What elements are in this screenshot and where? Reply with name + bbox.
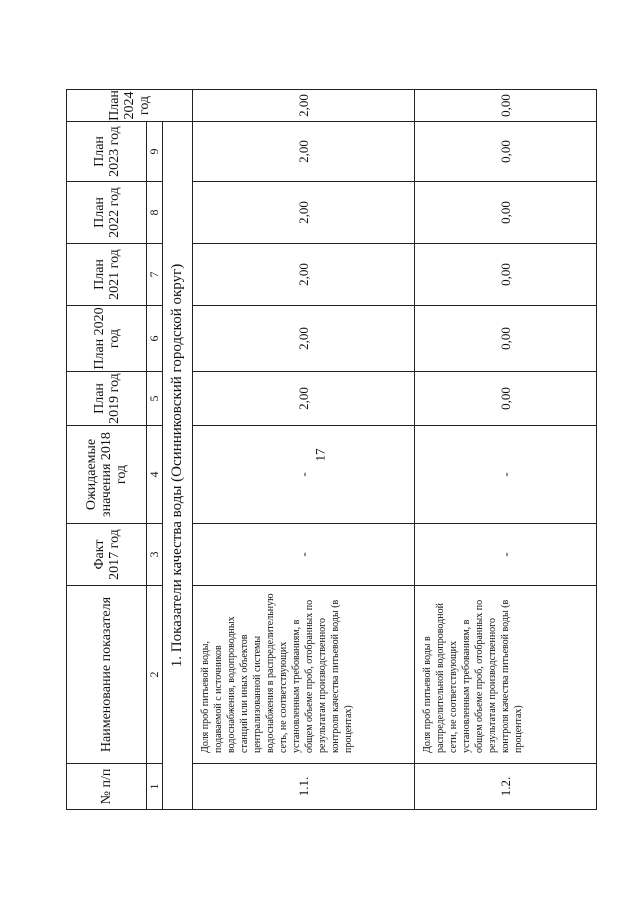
plan-2020-value: 0,00 <box>415 306 597 372</box>
header-plan-2022: План 2022 год <box>67 182 147 244</box>
indicators-table <box>66 89 597 810</box>
row-number: 1.1. <box>193 764 415 810</box>
section-title: 1. Показатели качества воды (Осинниковский городской округ) <box>163 122 193 810</box>
column-number: 4 <box>147 426 163 524</box>
column-number: 5 <box>147 372 163 426</box>
indicator-name: Доля проб питьевой воды, подаваемой с источников водоснабжения, водопроводных станций или иных объектов централизованной системы водоснабжения в распределительную сеть, не соответствующих установленным требованиям, в общем объеме проб, отобранных по результатам производственного контроля качества питьевой воды (в процентах) <box>193 586 415 764</box>
section-row <box>163 90 193 810</box>
header-plan-2021: План 2021 год <box>67 244 147 306</box>
plan-2019-value: 2,00 <box>193 372 415 426</box>
plan-2022-value: 0,00 <box>415 182 597 244</box>
plan-2021-value: 2,00 <box>193 244 415 306</box>
header-plan-2024: План 2024 год <box>67 90 193 122</box>
plan-2019-value: 0,00 <box>415 372 597 426</box>
column-number: 3 <box>147 524 163 586</box>
column-number: 6 <box>147 306 163 372</box>
header-row <box>67 90 147 810</box>
row-number: 1.2. <box>415 764 597 810</box>
header-fact-2017: Факт 2017 год <box>67 524 147 586</box>
page-number: 17 <box>312 448 327 462</box>
expected-2018-value: - <box>415 426 597 524</box>
plan-2022-value: 2,00 <box>193 182 415 244</box>
column-number: 2 <box>147 586 163 764</box>
header-no: № п/п <box>67 764 147 810</box>
plan-2021-value: 0,00 <box>415 244 597 306</box>
plan-2023-value: 0,00 <box>415 122 597 182</box>
fact-2017-value: - <box>193 524 415 586</box>
plan-2023-value: 2,00 <box>193 122 415 182</box>
header-plan-2019: План 2019 год <box>67 372 147 426</box>
table-row <box>193 90 415 810</box>
table-row <box>415 90 597 810</box>
column-number-row <box>147 90 163 810</box>
header-name: Наименование показателя <box>67 586 147 764</box>
column-number: 8 <box>147 182 163 244</box>
column-number: 1 <box>147 764 163 810</box>
plan-2020-value: 2,00 <box>193 306 415 372</box>
plan-2024-value: 2,00 <box>193 90 415 122</box>
header-plan-2023: План 2023 год <box>67 122 147 182</box>
fact-2017-value: - <box>415 524 597 586</box>
header-plan-2020: План 2020 год <box>67 306 147 372</box>
plan-2024-value: 0,00 <box>415 90 597 122</box>
column-number: 7 <box>147 244 163 306</box>
rotated-table-container <box>66 90 596 810</box>
header-expected-2018: Ожидаемые значения 2018 год <box>67 426 147 524</box>
expected-2018-value: - <box>193 426 415 524</box>
column-number: 9 <box>147 122 163 182</box>
indicator-name: Доля проб питьевой воды в распределительной водопроводной сети, не соответствующих установленным требованиям, в общем объеме проб, отобранных по результатам производственного контроля качества питьевой воды (в процентах) <box>415 586 597 764</box>
